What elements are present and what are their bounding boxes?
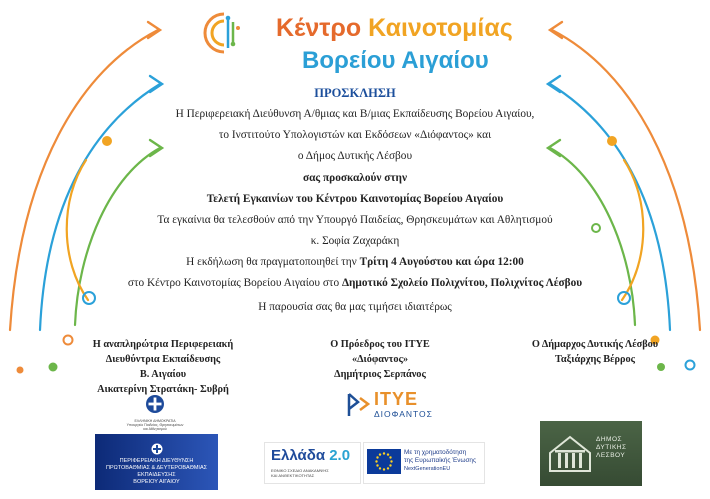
signature-center [300, 337, 460, 382]
municipality-text-3: ΛΕΣΒΟΥ [596, 452, 626, 459]
signature-right-name: Ταξιάρχης Βέρρος [554, 354, 636, 365]
temple-icon [544, 429, 596, 479]
event-date: Τρίτη 4 Αυγούστου και ώρα 12:00 [359, 256, 524, 268]
title-line-2: Βορείου Αιγαίου [302, 47, 489, 74]
signature-left-name: Αικατερίνη Στρατάκη- Συβρή [97, 384, 229, 395]
west-lesvos-municipality-logo [540, 421, 642, 486]
minister-name: κ. Σοφία Ζαχαράκη [310, 235, 400, 247]
event-date-line [0, 256, 710, 268]
event-date-prefix: Η εκδήλωση θα πραγματοποιηθεί την [186, 256, 360, 268]
eu-text [404, 449, 476, 465]
event-location-prefix: στο Κέντρο Καινοτομίας Βορείου Αιγαίου στο [127, 277, 342, 289]
greek-emblem-icon [145, 394, 165, 414]
municipality-text-2: ΔΥΤΙΚΗΣ [596, 444, 627, 451]
invitation-line-1: Η Περιφερειακή Διεύθυνση Α/θμιας και Β/μιας Εκπαίδευσης Βορείου Αιγαίου, [175, 108, 535, 120]
invitation-closing: Η παρουσία σας θα μας τιμήσει ιδιαιτέρως [258, 301, 452, 313]
invitation-line-6: Τα εγκαίνια θα τελεσθούν από την Υπουργό Παιδείας, Θρησκευμάτων και Αθλητισμού [157, 214, 553, 226]
banner-text-1: ΠΕΡΙΦΕΡΕΙΑΚΗ ΔΙΕΥΘΥΝΣΗ [119, 458, 194, 464]
regional-directorate-banner [95, 434, 218, 490]
eu-text-1: Με τη χρηματοδότηση [404, 449, 467, 456]
municipality-text [596, 436, 627, 460]
ministry-emblem [122, 394, 188, 430]
title-word-kainotomias: Καινοτομίας [368, 14, 513, 42]
title-line-1 [276, 14, 513, 43]
signature-center-name: Δημήτριος Σερπάνος [334, 369, 426, 380]
banner-text-2: ΠΡΩΤΟΒΑΘΜΙΑΣ & ΔΕΥΤΕΡΟΒΑΘΜΙΑΣ ΕΚΠΑΙΔΕΥΣΗΣ [105, 465, 208, 478]
municipality-text-1: ΔΗΜΟΣ [596, 436, 623, 443]
greece-2-logo [264, 442, 361, 484]
greece-2-title [271, 447, 350, 464]
event-location: Δημοτικό Σχολείο Πολιχνίτου, Πολιχνίτος Λέσβου [341, 277, 583, 289]
itye-mark-icon [346, 392, 370, 418]
signature-right-line-1: Ο Δήμαρχος Δυτικής Λέσβου [531, 339, 659, 350]
signature-center-line-2: «Διόφαντος» [351, 354, 409, 365]
title-word-kentro: Κέντρο [276, 14, 362, 42]
signature-left-line-1: Η αναπληρώτρια Περιφερειακή [92, 339, 234, 350]
invitation-heading: ΠΡΟΣΚΛΗΣΗ [314, 86, 396, 100]
invitation-line-2: το Ινστιτούτο Υπολογιστών και Εκδόσεων «Διόφαντος» και [218, 129, 492, 141]
invitation-line-4: σας προσκαλούν στην [302, 172, 408, 184]
event-location-line [0, 277, 710, 289]
signature-left-line-3: Β. Αιγαίου [139, 369, 187, 380]
greece-2-subtitle-1: ΕΘΝΙΚΟ ΣΧΕΔΙΟ ΑΝΑΚΑΜΨΗΣ [271, 468, 329, 473]
greece-2-name: Ελλάδα [271, 447, 326, 464]
greece-2-version: 2.0 [329, 447, 351, 464]
greece-2-subtitle-2: ΚΑΙ ΑΝΘΕΚΤΙΚΟΤΗΤΑΣ [271, 473, 315, 478]
event-title: Τελετή Εγκαινίων του Κέντρου Καινοτομίας Βορείου Αιγαίου [206, 193, 504, 205]
banner-text-3: ΒΟΡΕΙΟΥ ΑΙΓΑΙΟΥ [133, 479, 180, 485]
innovation-center-logo-icon [201, 10, 247, 56]
banner-emblem-icon [151, 443, 163, 455]
itye-name: ΙΤΥΕ [374, 389, 419, 409]
signature-left-line-2: Διευθύντρια Εκπαίδευσης [105, 354, 221, 365]
signature-left [68, 337, 258, 397]
eu-funding-logo [363, 442, 485, 484]
eu-text-3: NextGenerationEU [404, 466, 451, 472]
signature-center-line-1: Ο Πρόεδρος του ΙΤΥΕ [330, 339, 430, 350]
emblem-text-2: Υπουργείο Παιδείας, Θρησκευμάτων [126, 423, 184, 427]
invitation-line-3: ο Δήμος Δυτικής Λέσβου [297, 150, 413, 162]
eu-flag-icon [367, 449, 401, 474]
emblem-text-1: ΕΛΛΗΝΙΚΗ ΔΗΜΟΚΡΑΤΙΑ [134, 419, 176, 423]
signature-right [510, 337, 680, 367]
itye-sub: ΔΙΟΦΑΝΤΟΣ [374, 409, 433, 419]
emblem-text-3: και Αθλητισμού [143, 427, 167, 431]
itye-diophantus-logo [344, 389, 433, 420]
eu-text-2: της Ευρωπαϊκής Ένωσης [404, 457, 477, 464]
